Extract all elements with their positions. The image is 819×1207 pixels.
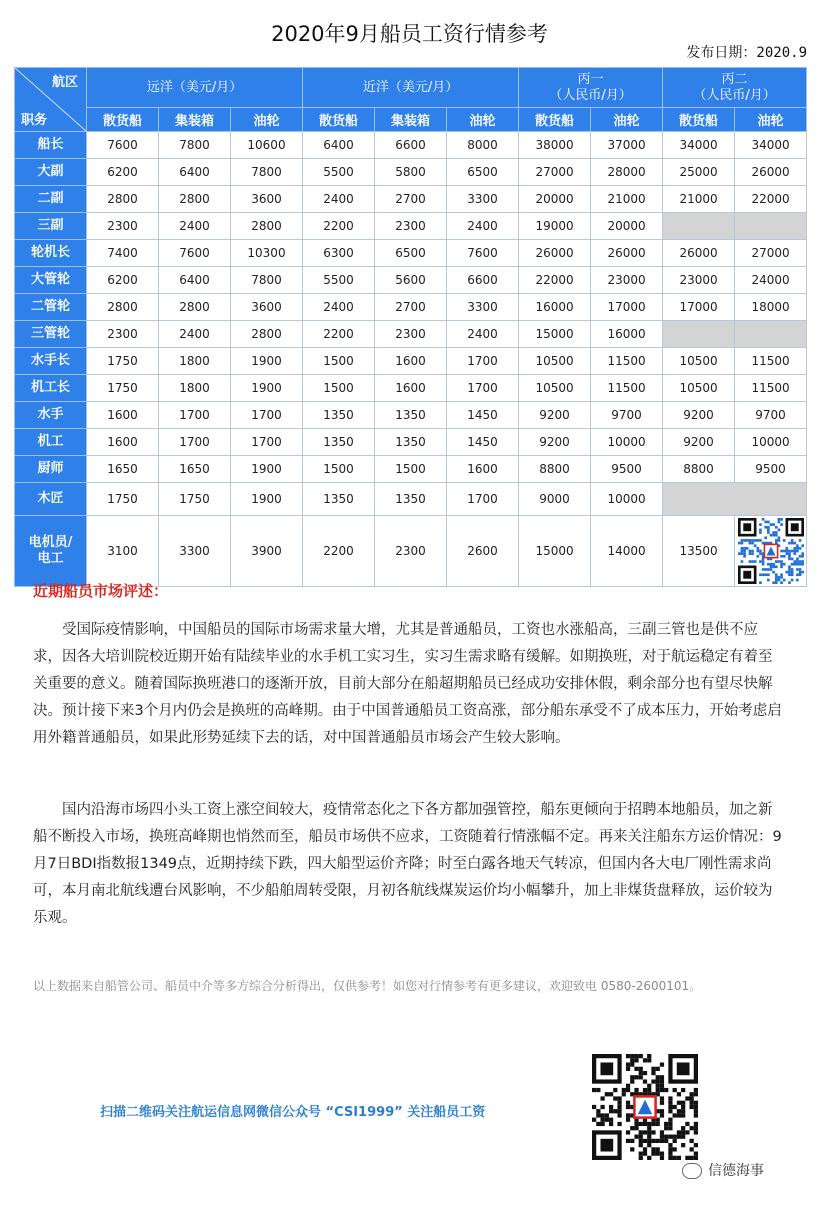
table-row: [15, 186, 807, 213]
wechat-icon: [682, 1163, 702, 1179]
wage-cell: 28000: [591, 159, 663, 186]
wage-cell: 5800: [375, 159, 447, 186]
table-row: [15, 375, 807, 402]
subheader-cell: 油轮: [231, 108, 303, 132]
subheader-cell: 散货船: [663, 108, 735, 132]
wage-cell: 26000: [591, 240, 663, 267]
wage-cell: 3100: [87, 516, 159, 587]
position-line: 电工: [37, 551, 64, 566]
wage-cell: 10000: [735, 429, 807, 456]
wage-cell: 7600: [159, 240, 231, 267]
wage-cell: 34000: [663, 132, 735, 159]
wage-cell: 10300: [231, 240, 303, 267]
wage-cell: 9700: [591, 402, 663, 429]
group-header-c1: 丙一 （人民币/月）: [519, 68, 663, 108]
wage-cell: 1700: [231, 402, 303, 429]
wage-cell: 2800: [159, 186, 231, 213]
wage-cell: 2200: [303, 321, 375, 348]
position-cell: 厨师: [15, 456, 87, 483]
wage-cell: 1450: [447, 402, 519, 429]
wage-cell: 1600: [87, 429, 159, 456]
wage-cell: 26000: [735, 159, 807, 186]
wage-cell: 3300: [159, 516, 231, 587]
wage-cell: 3300: [447, 186, 519, 213]
wage-cell: 2400: [447, 321, 519, 348]
position-cell: 大管轮: [15, 267, 87, 294]
wage-cell: 25000: [663, 159, 735, 186]
subheader-cell: 油轮: [735, 108, 807, 132]
position-cell: 木匠: [15, 483, 87, 516]
watermark: [682, 1160, 764, 1180]
wage-cell: 15000: [519, 516, 591, 587]
wage-cell: 2600: [447, 516, 519, 587]
wage-cell: 26000: [663, 240, 735, 267]
wage-cell: 1800: [159, 375, 231, 402]
qr-code-small-icon: [738, 518, 804, 584]
empty-cell: [663, 321, 735, 348]
wage-cell: 9200: [663, 402, 735, 429]
wage-cell: 13500: [663, 516, 735, 587]
wage-cell: 1350: [375, 483, 447, 516]
wage-cell: 2300: [375, 321, 447, 348]
wage-cell: 20000: [591, 213, 663, 240]
wage-cell: 2300: [87, 321, 159, 348]
group-header-near-sea: 近洋（美元/月）: [303, 68, 519, 108]
wage-cell: 1350: [303, 483, 375, 516]
subheader-cell: 散货船: [519, 108, 591, 132]
wage-cell: 10500: [519, 348, 591, 375]
wage-cell: 11500: [735, 375, 807, 402]
wage-table: [14, 67, 807, 587]
table-row: [15, 159, 807, 186]
wage-cell: 20000: [519, 186, 591, 213]
wage-cell: 1750: [87, 483, 159, 516]
corner-label-position: 职务: [21, 113, 48, 128]
table-corner-header: [15, 68, 87, 132]
wage-cell: 8800: [519, 456, 591, 483]
empty-cell: [735, 213, 807, 240]
wage-cell: 7800: [231, 159, 303, 186]
wage-cell: 22000: [519, 267, 591, 294]
wage-cell: 11500: [591, 348, 663, 375]
table-row: [15, 132, 807, 159]
wage-cell: 2300: [375, 213, 447, 240]
wage-cell: 6200: [87, 159, 159, 186]
wage-cell: 26000: [519, 240, 591, 267]
wage-cell: 10500: [663, 348, 735, 375]
table-row: [15, 483, 807, 516]
wage-cell: 14000: [591, 516, 663, 587]
wage-cell: 1350: [303, 429, 375, 456]
commentary-paragraph-2: 国内沿海市场四小头工资上涨空间较大，疫情常态化之下各方都加强管控，船东更倾向于招聘本地船员，加之新船不断投入市场，换班高峰期也悄然而至，船员市场供不应求，工资随着行情涨幅不定。再来关注船东方运价情况：9月7日BDI指数报1349点，近期持续下跌，四大船型运价齐降；时至白露各地天气转凉，但国内各大电厂刚性需求尚可，本月南北航线遭台风影响，不少船舶周转受限，月初各航线煤炭运价均小幅攀升，加上非煤货盘释放，运价较为乐观。: [33, 802, 782, 926]
wage-cell: 1500: [303, 456, 375, 483]
wage-cell: 6300: [303, 240, 375, 267]
wage-cell: 19000: [519, 213, 591, 240]
table-row: [15, 267, 807, 294]
wage-cell: 9200: [663, 429, 735, 456]
wage-cell: 18000: [735, 294, 807, 321]
wage-cell: 2400: [159, 321, 231, 348]
subheader-cell: 油轮: [591, 108, 663, 132]
wage-cell: 9500: [591, 456, 663, 483]
wage-cell: 9700: [735, 402, 807, 429]
wage-cell: 1700: [447, 348, 519, 375]
empty-cell: [663, 213, 735, 240]
wage-cell: 2700: [375, 186, 447, 213]
wage-cell: 7800: [231, 267, 303, 294]
position-cell: [15, 516, 87, 587]
subheader-cell: 散货船: [87, 108, 159, 132]
wage-cell: 38000: [519, 132, 591, 159]
wage-cell: 1700: [447, 375, 519, 402]
qr-code-cell: [735, 516, 807, 587]
wage-cell: 3600: [231, 186, 303, 213]
wage-cell: 1650: [87, 456, 159, 483]
wage-cell: 2400: [159, 213, 231, 240]
position-cell: 水手: [15, 402, 87, 429]
table-row: [15, 240, 807, 267]
wage-cell: 2400: [303, 294, 375, 321]
wage-cell: 1900: [231, 483, 303, 516]
page-title: 2020年9月船员工资行情参考: [271, 22, 548, 46]
position-cell: 轮机长: [15, 240, 87, 267]
wage-cell: 1700: [231, 429, 303, 456]
wage-cell: 6200: [87, 267, 159, 294]
wage-cell: 3900: [231, 516, 303, 587]
wage-cell: 10500: [663, 375, 735, 402]
wage-cell: 1750: [87, 375, 159, 402]
wage-cell: 37000: [591, 132, 663, 159]
empty-cell: [735, 321, 807, 348]
wage-cell: 17000: [591, 294, 663, 321]
wage-cell: 6400: [159, 267, 231, 294]
wage-cell: 17000: [663, 294, 735, 321]
position-cell: 机工长: [15, 375, 87, 402]
wage-cell: 16000: [519, 294, 591, 321]
position-cell: 三副: [15, 213, 87, 240]
wage-cell: 1450: [447, 429, 519, 456]
table-row: [15, 321, 807, 348]
wage-cell: 8000: [447, 132, 519, 159]
wage-cell: 2400: [303, 186, 375, 213]
wage-cell: 1600: [375, 375, 447, 402]
wage-cell: 5500: [303, 267, 375, 294]
position-cell: 大副: [15, 159, 87, 186]
wage-cell: 5500: [303, 159, 375, 186]
wage-cell: 1600: [447, 456, 519, 483]
wage-cell: 3300: [447, 294, 519, 321]
subheader-cell: 散货船: [303, 108, 375, 132]
table-row: [15, 348, 807, 375]
wage-cell: 2800: [231, 213, 303, 240]
wage-cell: 23000: [591, 267, 663, 294]
wage-cell: 22000: [735, 186, 807, 213]
watermark-text: 信德海事: [708, 1163, 764, 1179]
subheader-cell: 集装箱: [375, 108, 447, 132]
wage-cell: 15000: [519, 321, 591, 348]
wage-cell: 16000: [591, 321, 663, 348]
table-row: [15, 402, 807, 429]
wage-cell: 1600: [87, 402, 159, 429]
wage-cell: 1350: [303, 402, 375, 429]
commentary-heading: 近期船员市场评述：: [33, 582, 169, 600]
subheader-cell: 油轮: [447, 108, 519, 132]
wage-cell: 8800: [663, 456, 735, 483]
scan-qr-caption: 扫描二维码关注航运信息网微信公众号 “CSI1999” 关注船员工资: [100, 1105, 486, 1120]
wage-cell: 7400: [87, 240, 159, 267]
wage-cell: 5600: [375, 267, 447, 294]
wage-cell: 1900: [231, 456, 303, 483]
position-line: 电机员/: [28, 535, 73, 550]
wage-cell: 21000: [663, 186, 735, 213]
wage-cell: 9000: [519, 483, 591, 516]
group-header-c2: 丙二 （人民币/月）: [663, 68, 807, 108]
wage-cell: 2200: [303, 213, 375, 240]
wage-cell: 1700: [159, 402, 231, 429]
wage-cell: 23000: [663, 267, 735, 294]
wage-cell: 9200: [519, 402, 591, 429]
data-source-note: 以上数据来自船管公司、船员中介等多方综合分析得出，仅供参考！如您对行情参考有更多建议，欢迎致电 0580-2600101。: [33, 979, 702, 993]
wage-cell: 6600: [375, 132, 447, 159]
wage-cell: 1500: [303, 348, 375, 375]
wage-cell: 6400: [159, 159, 231, 186]
wage-cell: 9200: [519, 429, 591, 456]
wage-cell: 27000: [519, 159, 591, 186]
position-cell: 二管轮: [15, 294, 87, 321]
publish-date: 发布日期：2020.9: [686, 45, 807, 61]
table-row: [15, 429, 807, 456]
wage-cell: 1750: [159, 483, 231, 516]
wage-cell: 1350: [375, 402, 447, 429]
table-row: [15, 516, 807, 587]
table-row: [15, 456, 807, 483]
wage-cell: 7800: [159, 132, 231, 159]
wage-cell: 2700: [375, 294, 447, 321]
wage-cell: 1700: [447, 483, 519, 516]
wage-cell: 7600: [447, 240, 519, 267]
table-row: [15, 213, 807, 240]
wage-cell: 21000: [591, 186, 663, 213]
subheader-cell: 集装箱: [159, 108, 231, 132]
wage-cell: 11500: [591, 375, 663, 402]
wage-cell: 6500: [447, 159, 519, 186]
position-cell: 三管轮: [15, 321, 87, 348]
empty-cell: [663, 483, 807, 516]
wage-cell: 2800: [87, 294, 159, 321]
wage-cell: 2400: [447, 213, 519, 240]
position-cell: 船长: [15, 132, 87, 159]
wage-cell: 1650: [159, 456, 231, 483]
wage-cell: 1750: [87, 348, 159, 375]
wage-cell: 10000: [591, 429, 663, 456]
group-header-ocean: 远洋（美元/月）: [87, 68, 303, 108]
wage-cell: 2800: [159, 294, 231, 321]
wage-cell: 2300: [87, 213, 159, 240]
wage-cell: 10000: [591, 483, 663, 516]
wage-cell: 2200: [303, 516, 375, 587]
wage-cell: 24000: [735, 267, 807, 294]
wage-cell: 7600: [87, 132, 159, 159]
position-cell: 水手长: [15, 348, 87, 375]
position-cell: 机工: [15, 429, 87, 456]
wage-cell: 6600: [447, 267, 519, 294]
wage-cell: 10600: [231, 132, 303, 159]
wage-cell: 34000: [735, 132, 807, 159]
qr-code-icon[interactable]: [592, 1054, 698, 1160]
wage-cell: 2800: [231, 321, 303, 348]
wage-cell: 10500: [519, 375, 591, 402]
wage-cell: 1900: [231, 348, 303, 375]
wage-cell: 1500: [303, 375, 375, 402]
wage-cell: 1700: [159, 429, 231, 456]
wage-cell: 6500: [375, 240, 447, 267]
position-cell: 二副: [15, 186, 87, 213]
wage-cell: 3600: [231, 294, 303, 321]
corner-label-area: 航区: [51, 75, 78, 90]
wage-cell: 1800: [159, 348, 231, 375]
wage-cell: 2300: [375, 516, 447, 587]
wage-cell: 1500: [375, 456, 447, 483]
wage-cell: 11500: [735, 348, 807, 375]
wage-cell: 2800: [87, 186, 159, 213]
wage-cell: 9500: [735, 456, 807, 483]
wage-cell: 1600: [375, 348, 447, 375]
wage-cell: 6400: [303, 132, 375, 159]
wage-cell: 1900: [231, 375, 303, 402]
commentary-paragraph-1: 受国际疫情影响，中国船员的国际市场需求量大增，尤其是普通船员，工资也水涨船高，三副三管也是供不应求，因各大培训院校近期开始有陆续毕业的水手机工实习生，实习生需求略有缓解。如期换班，对于航运稳定有着至关重要的意义。随着国际换班港口的逐渐开放，目前大部分在船超期船员已经成功安排休假，剩余部分也有望尽快解决。预计接下来3个月内仍会是换班的高峰期。由于中国普通船员工资高涨，部分船东承受不了成本压力，开始考虑启用外籍普通船员，如果此形势延续下去的话，对中国普通船员市场会产生较大影响。: [33, 622, 782, 746]
table-row: [15, 294, 807, 321]
wage-cell: 1350: [375, 429, 447, 456]
wage-cell: 27000: [735, 240, 807, 267]
